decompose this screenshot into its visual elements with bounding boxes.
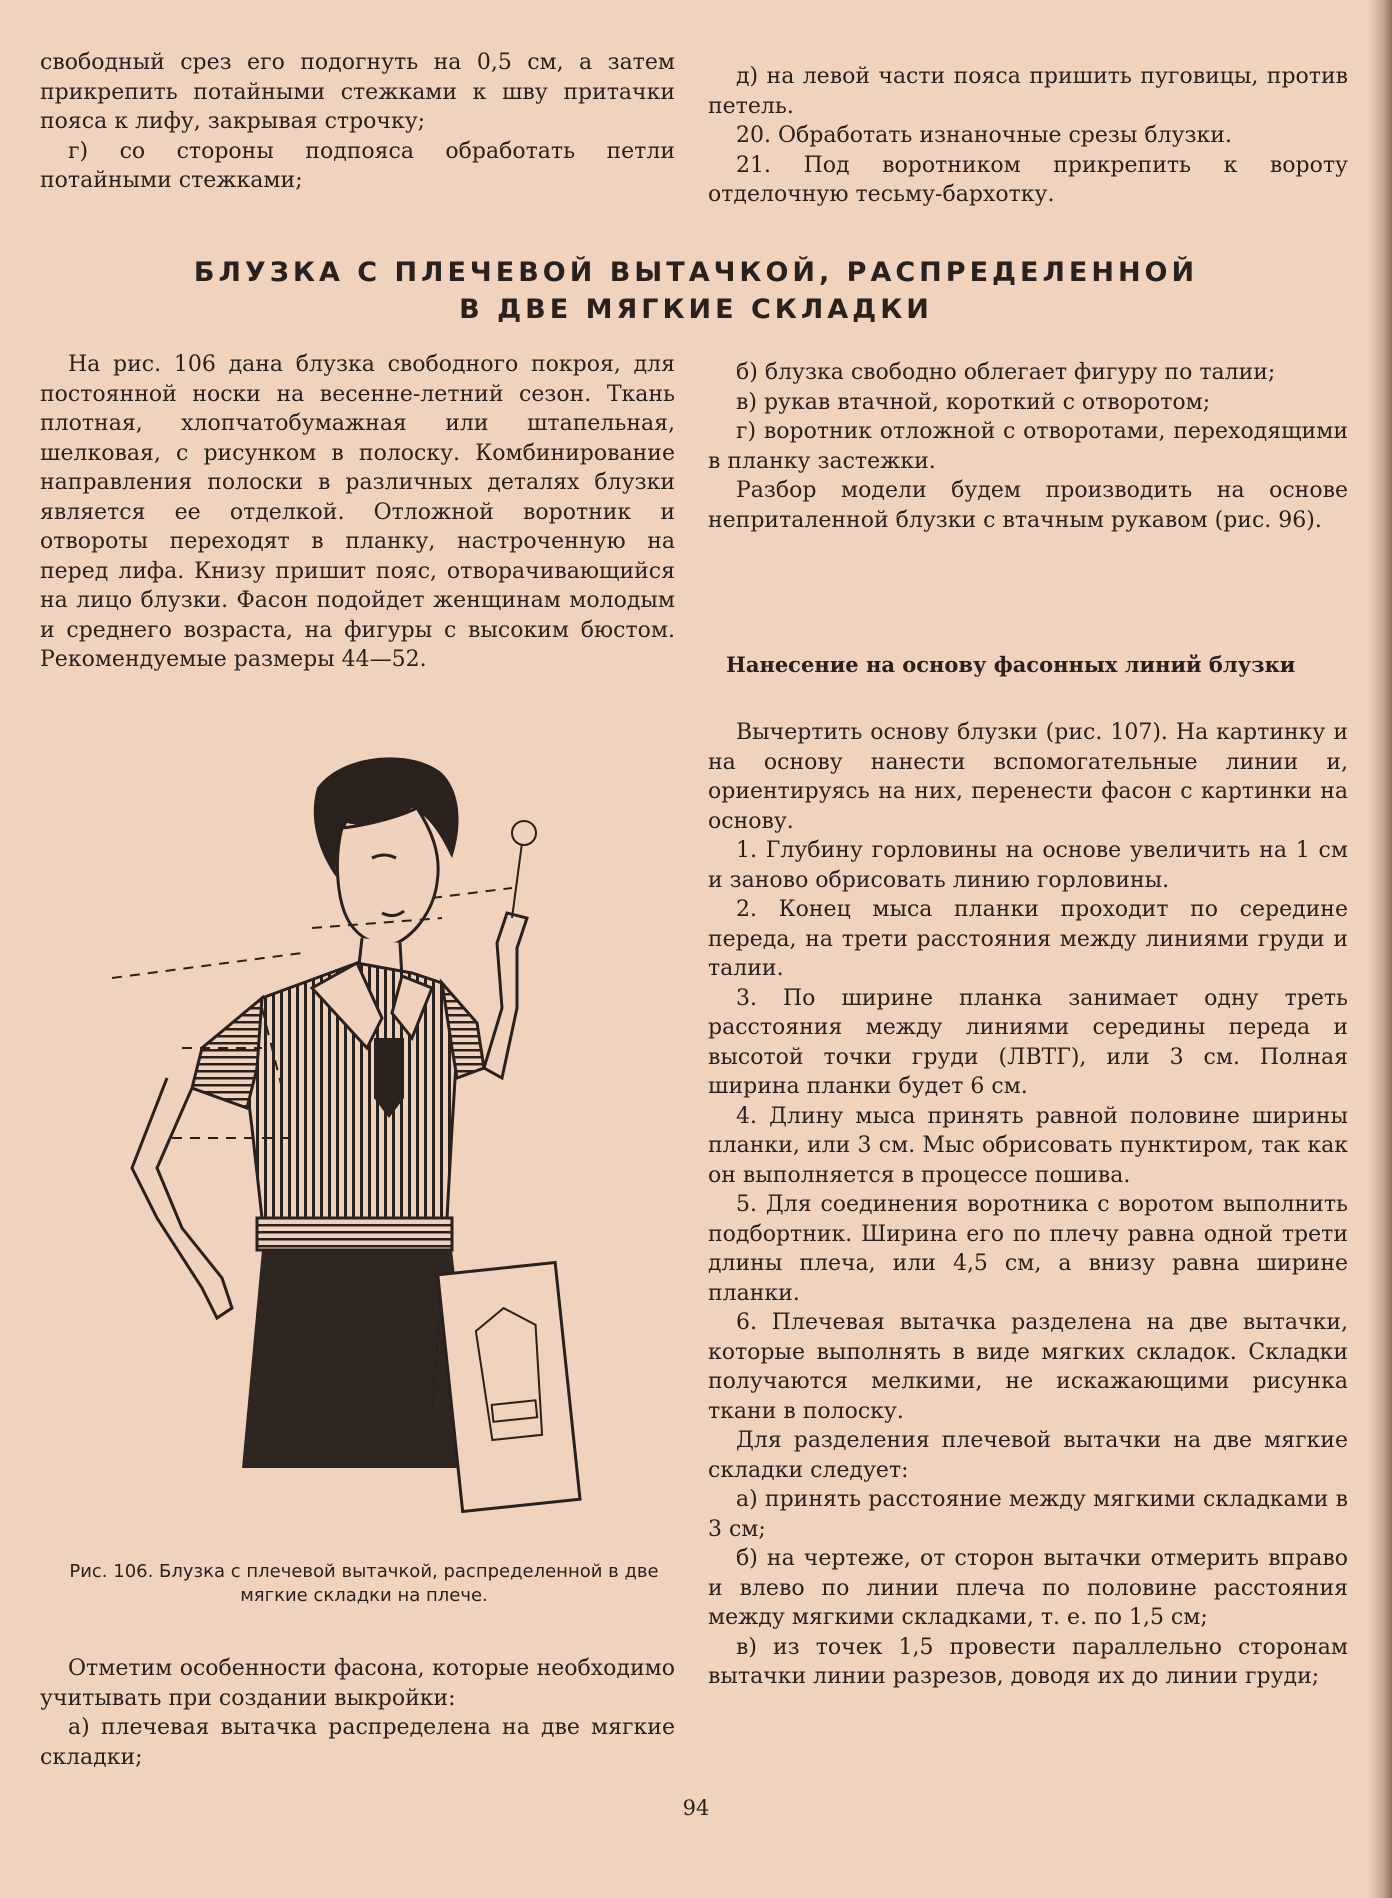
paragraph: а) принять расстояние между мягкими складками в 3 см; — [708, 1487, 1348, 1542]
top-right-text — [708, 62, 1348, 210]
paragraph: 5. Для соединения воротника с воротом выполнить подбортник. Ширина его по плечу равна одной трети длины плеча, или 4,5 см, а внизу равна ширине планки. — [708, 1192, 1348, 1306]
paragraph: 3. По ширине планка занимает одну треть расстояния между линиями середины переда и высотой точки груди (ЛВТГ), или 3 см. Полная ширина планки будет 6 см. — [708, 985, 1348, 1099]
paragraph: 6. Плечевая вытачка разделена на две вытачки, которые выполнять в виде мягких складок. Складки получаются мелкими, не искажающими рисунка ткани в полоску. — [708, 1310, 1348, 1424]
steps-text — [708, 718, 1348, 1692]
paragraph: На рис. 106 дана блузка свободного покроя, для постоянной носки на весенне-летний сезон. Ткань плотная, хлопчатобумажная или штапельная, шелковая, с рисунком в полоску. Комбинирование направления полоски в различных деталях блузки является ее отделкой. Отложной воротник и отвороты переходят в планку, настроченную на перед лифа. Книзу пришит пояс, отворачивающийся на лицо блузки. Фасон подойдет женщинам молодым и среднего возраста, на фигуры с высоким бюстом. Рекомендуемые размеры 44—52. — [40, 352, 675, 672]
paragraph: в) рукав втачной, короткий с отворотом; — [736, 389, 1211, 415]
paragraph: в) из точек 1,5 провести параллельно сторонам вытачки линии разрезов, доводя их до линии груди; — [708, 1634, 1348, 1689]
paragraph: б) на чертеже, от сторон вытачки отмерить вправо и влево по линии плеча по половине расстояния между мягкими складками, т. е. по 1,5 см; — [708, 1546, 1348, 1630]
paragraph: 2. Конец мыса планки проходит по середине переда, на трети расстояния между линиями груди и талии. — [708, 897, 1348, 981]
subheading: Нанесение на основу фасонных линий блузки — [726, 652, 1296, 677]
bottom-left-text — [40, 1654, 675, 1772]
book-spine-shadow — [1368, 0, 1392, 1898]
paragraph: Вычертить основу блузки (рис. 107). На картинку и на основу нанести вспомогательные линии и, ориентируясь на них, перенести фасон с картинки на основу. — [708, 720, 1348, 834]
figure-caption: Рис. 106. Блузка с плечевой вытачкой, распределенной в две мягкие складки на плече. — [69, 1561, 659, 1606]
paragraph: а) плечевая вытачка распределена на две мягкие складки; — [40, 1715, 675, 1770]
paragraph: 1. Глубину горловины на основе увеличить на 1 см и заново обрисовать линию горловины. — [708, 838, 1348, 893]
paragraph: Разбор модели будем производить на основе неприталенной блузки с втачным рукавом (рис. 96). — [708, 478, 1348, 533]
paragraph: 21. Под воротником прикрепить к вороту отделочную тесьму-бархотку. — [708, 152, 1348, 207]
section-title — [0, 254, 1392, 328]
paragraph: Для разделения плечевой вытачки на две мягкие складки следует: — [708, 1428, 1348, 1483]
blouse-illustration — [112, 748, 652, 1558]
title-line-1: БЛУЗКА С ПЛЕЧЕВОЙ ВЫТАЧКОЙ, РАСПРЕДЕЛЕННОЙ — [193, 257, 1199, 288]
paragraph: г) со стороны подпояса обработать петли потайными стежками; — [40, 138, 675, 193]
paragraph: г) воротник отложной с отворотами, переходящими в планку застежки. — [708, 419, 1348, 474]
paragraph: Отметим особенности фасона, которые необходимо учитывать при создании выкройки: — [40, 1656, 675, 1711]
paragraph: д) на левой части пояса пришить пуговицы, против петель. — [708, 64, 1348, 119]
paragraph: 20. Обработать изнаночные срезы блузки. — [736, 123, 1232, 148]
top-left-text — [40, 48, 675, 196]
page-number: 94 — [682, 1796, 710, 1820]
paragraph: 4. Длину мыса принять равной половине ширины планки, или 3 см. Мыс обрисовать пунктиром, так как он выполняется в процессе пошива. — [708, 1103, 1348, 1188]
intro-text — [40, 350, 675, 675]
features-text — [708, 358, 1348, 535]
paragraph: б) блузка свободно облегает фигуру по талии; — [736, 360, 1276, 385]
title-line-2: В ДВЕ МЯГКИЕ СКЛАДКИ — [459, 294, 933, 325]
paragraph: свободный срез его подогнуть на 0,5 см, а затем прикрепить потайными стежками к шву притачки пояса к лифу, закрывая строчку; — [40, 50, 675, 134]
